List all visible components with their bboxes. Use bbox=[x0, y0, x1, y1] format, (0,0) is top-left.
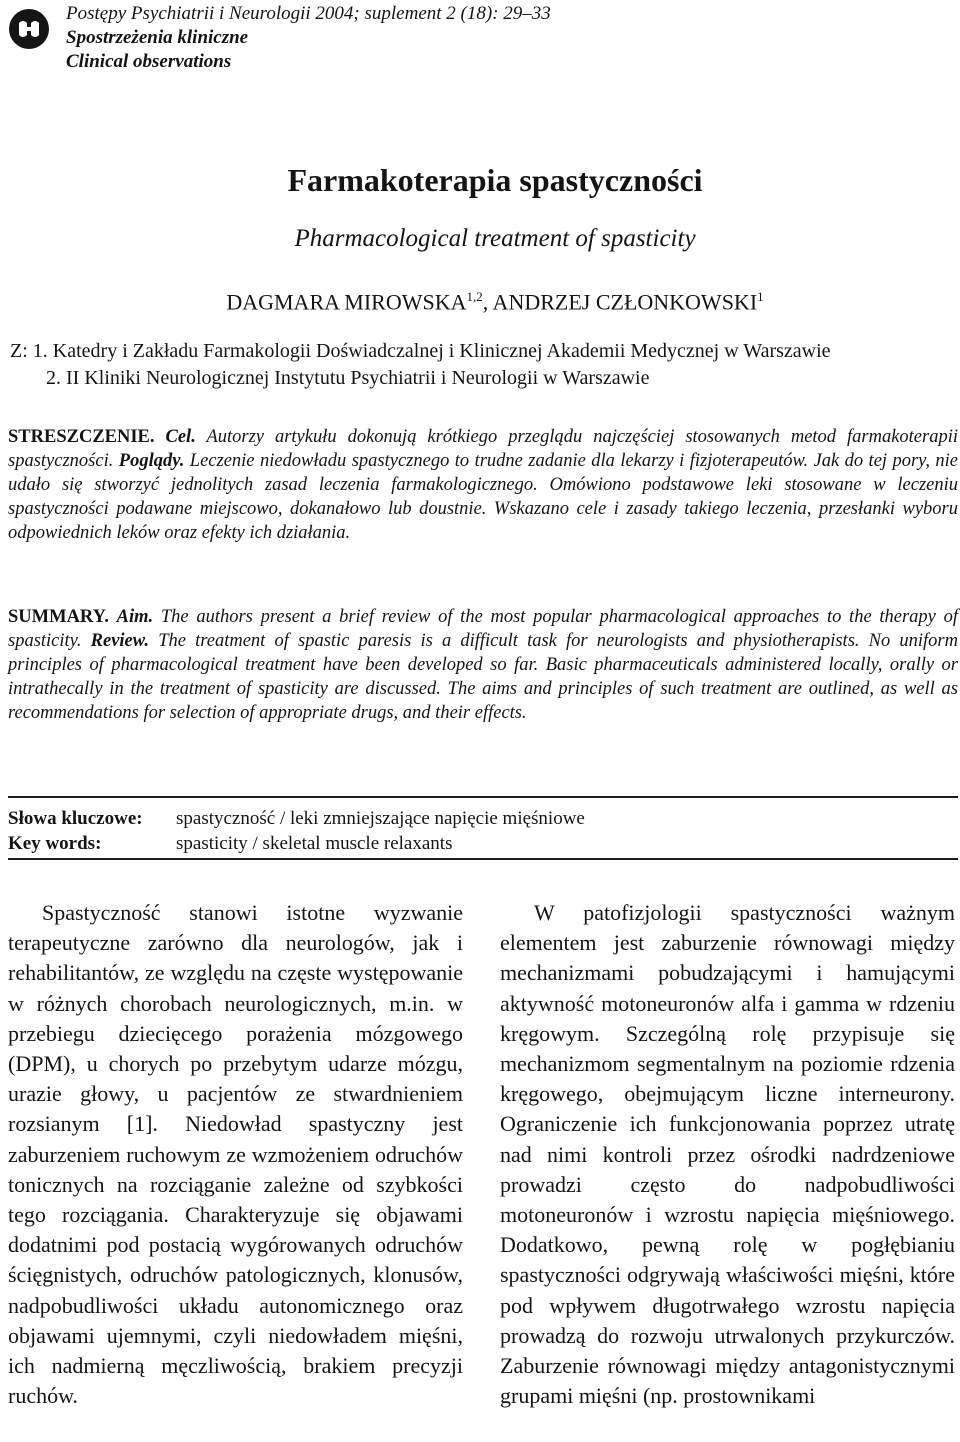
journal-citation: Postępy Psychiatrii i Neurologii 2004; suplement 2 (18): 29–33 bbox=[66, 3, 551, 24]
abstract-aim-label: Cel. bbox=[165, 427, 196, 447]
article-subtitle: Pharmacological treatment of spasticity bbox=[294, 225, 696, 252]
author-name: , ANDRZEJ CZŁONKOWSKI bbox=[482, 289, 758, 315]
body-column-left bbox=[8, 898, 463, 1411]
abstract-label: STRESZCZENIE. bbox=[8, 427, 155, 447]
article-title: Farmakoterapia spastyczności bbox=[287, 162, 703, 198]
author-affiliation-marker: 1,2 bbox=[466, 289, 483, 304]
summary-review-text: The treatment of spastic paresis is a difficult task for neurologists and physiotherapists. No uniform principles of pharmacological treatment have been developed so far. Basic pharmaceuticals administered locally, orally or intrathecally in the treatment of spasticity are discussed. The aims and principles of such treatment are outlined, as well as recommendations for selection of appropriate drugs, and their effects. bbox=[8, 631, 958, 723]
keywords-en bbox=[8, 832, 452, 856]
author-line bbox=[0, 282, 960, 317]
abstract-pl bbox=[8, 425, 958, 545]
abstract-aim-text: Autorzy artykułu dokonują krótkiego przeglądu najczęściej stosowanych metod farmakoterapii spastyczności. bbox=[8, 427, 959, 471]
keywords-pl-value: spastyczność / leki zmniejszające napięcie mięśniowe bbox=[176, 808, 585, 829]
summary-label: SUMMARY. bbox=[8, 607, 109, 627]
keywords-pl bbox=[8, 807, 585, 831]
section-label-en: Clinical observations bbox=[66, 51, 232, 72]
keywords-bottom-rule bbox=[8, 858, 958, 860]
body-paragraph: Spastyczność stanowi istotne wyzwanie terapeutyczne zarówno dla neurologów, jak i rehabilitantów, ze względu na częste występowanie w różnych chorobach neurologicznych, m.in. w przebiegu dziecięcego porażenia mózgowego (DPM), u chorych po przebytym udarze mózgu, urazie głowy, u pacjentów ze stwardnieniem rozsianym [1]. Niedowład spastyczny jest zaburzeniem ruchowym ze wzmożeniem odruchów tonicznych na rozciąganie zależne od szybkości tego rozciągania. Charakteryzuje się objawami dodatnimi pod postacią wygórowanych odruchów ścięgnistych, odruchów patologicznych, klonusów, nadpobudliwości układu autonomicznego oraz objawami ujemnymi, czyli niedowładem mięśni, ich nadmierną męczliwością, brakiem precyzji ruchów. bbox=[8, 900, 463, 1409]
summary-aim-label: Aim. bbox=[116, 607, 154, 627]
body-column-right bbox=[500, 898, 955, 1411]
author-affiliation-marker: 1 bbox=[757, 289, 764, 304]
affiliation-2: 2. II Kliniki Neurologicznej Instytutu Psychiatrii i Neurologii w Warszawie bbox=[46, 367, 650, 389]
journal-logo-icon bbox=[8, 8, 50, 50]
keywords-en-label: Key words: bbox=[8, 833, 102, 854]
affiliation-1: Z: 1. Katedry i Zakładu Farmakologii Doświadczalnej i Klinicznej Akademii Medycznej w Warszawie bbox=[10, 340, 831, 362]
abstract-review-label: Poglądy. bbox=[118, 451, 185, 471]
abstract-review-text: Leczenie niedowładu spastycznego to trudne zadanie dla lekarzy i fizjoterapeutów. Jak do tej pory, nie udało się stworzyć jednolitych zasad leczenia farmakologicznego. Omówiono podstawowe leki stosowane w leczeniu spastyczności podawane miejscowo, dokanałowo lub doustnie. Wskazano cele i zasady takiego leczenia, przesłanki wyboru odpowiednich leków oraz efekty ich działania. bbox=[8, 451, 959, 543]
keywords-pl-label: Słowa kluczowe: bbox=[8, 808, 143, 829]
section-label-pl: Spostrzeżenia kliniczne bbox=[66, 27, 249, 48]
keywords-en-value: spasticity / skeletal muscle relaxants bbox=[176, 833, 453, 854]
body-paragraph: W patofizjologii spastyczności ważnym elementem jest zaburzenie równowagi między mechanizmami pobudzającymi i hamującymi aktywność motoneuronów alfa i gamma w rdzeniu kręgowym. Szczególną rolę przypisuje się mechanizmom segmentalnym na poziomie rdzenia kręgowego, obejmującym liczne interneurony. Ograniczenie ich funkcjonowania poprzez utratę nad nimi kontroli przez ośrodki nadrdzeniowe prowadzi często do nadpobudliwości motoneuronów i wzrostu napięcia mięśniowego. Dodatkowo, pewną rolę w pogłębianiu spastyczności odgrywają właściwości mięśni, które pod wpływem długotrwałego wzrostu napięcia prowadzą do rozwoju utrwalonych przykurczów. Zaburzenie równowagi między antagonistycznymi grupami mięśni (np. prostownikami bbox=[500, 900, 955, 1409]
keywords-top-rule bbox=[8, 796, 958, 798]
summary-review-label: Review. bbox=[90, 631, 150, 651]
abstract-en bbox=[8, 605, 958, 725]
author-name: DAGMARA MIROWSKA bbox=[226, 289, 467, 315]
summary-aim-text: The authors present a brief review of the most popular pharmacological approaches to the therapy of spasticity. bbox=[8, 607, 958, 651]
